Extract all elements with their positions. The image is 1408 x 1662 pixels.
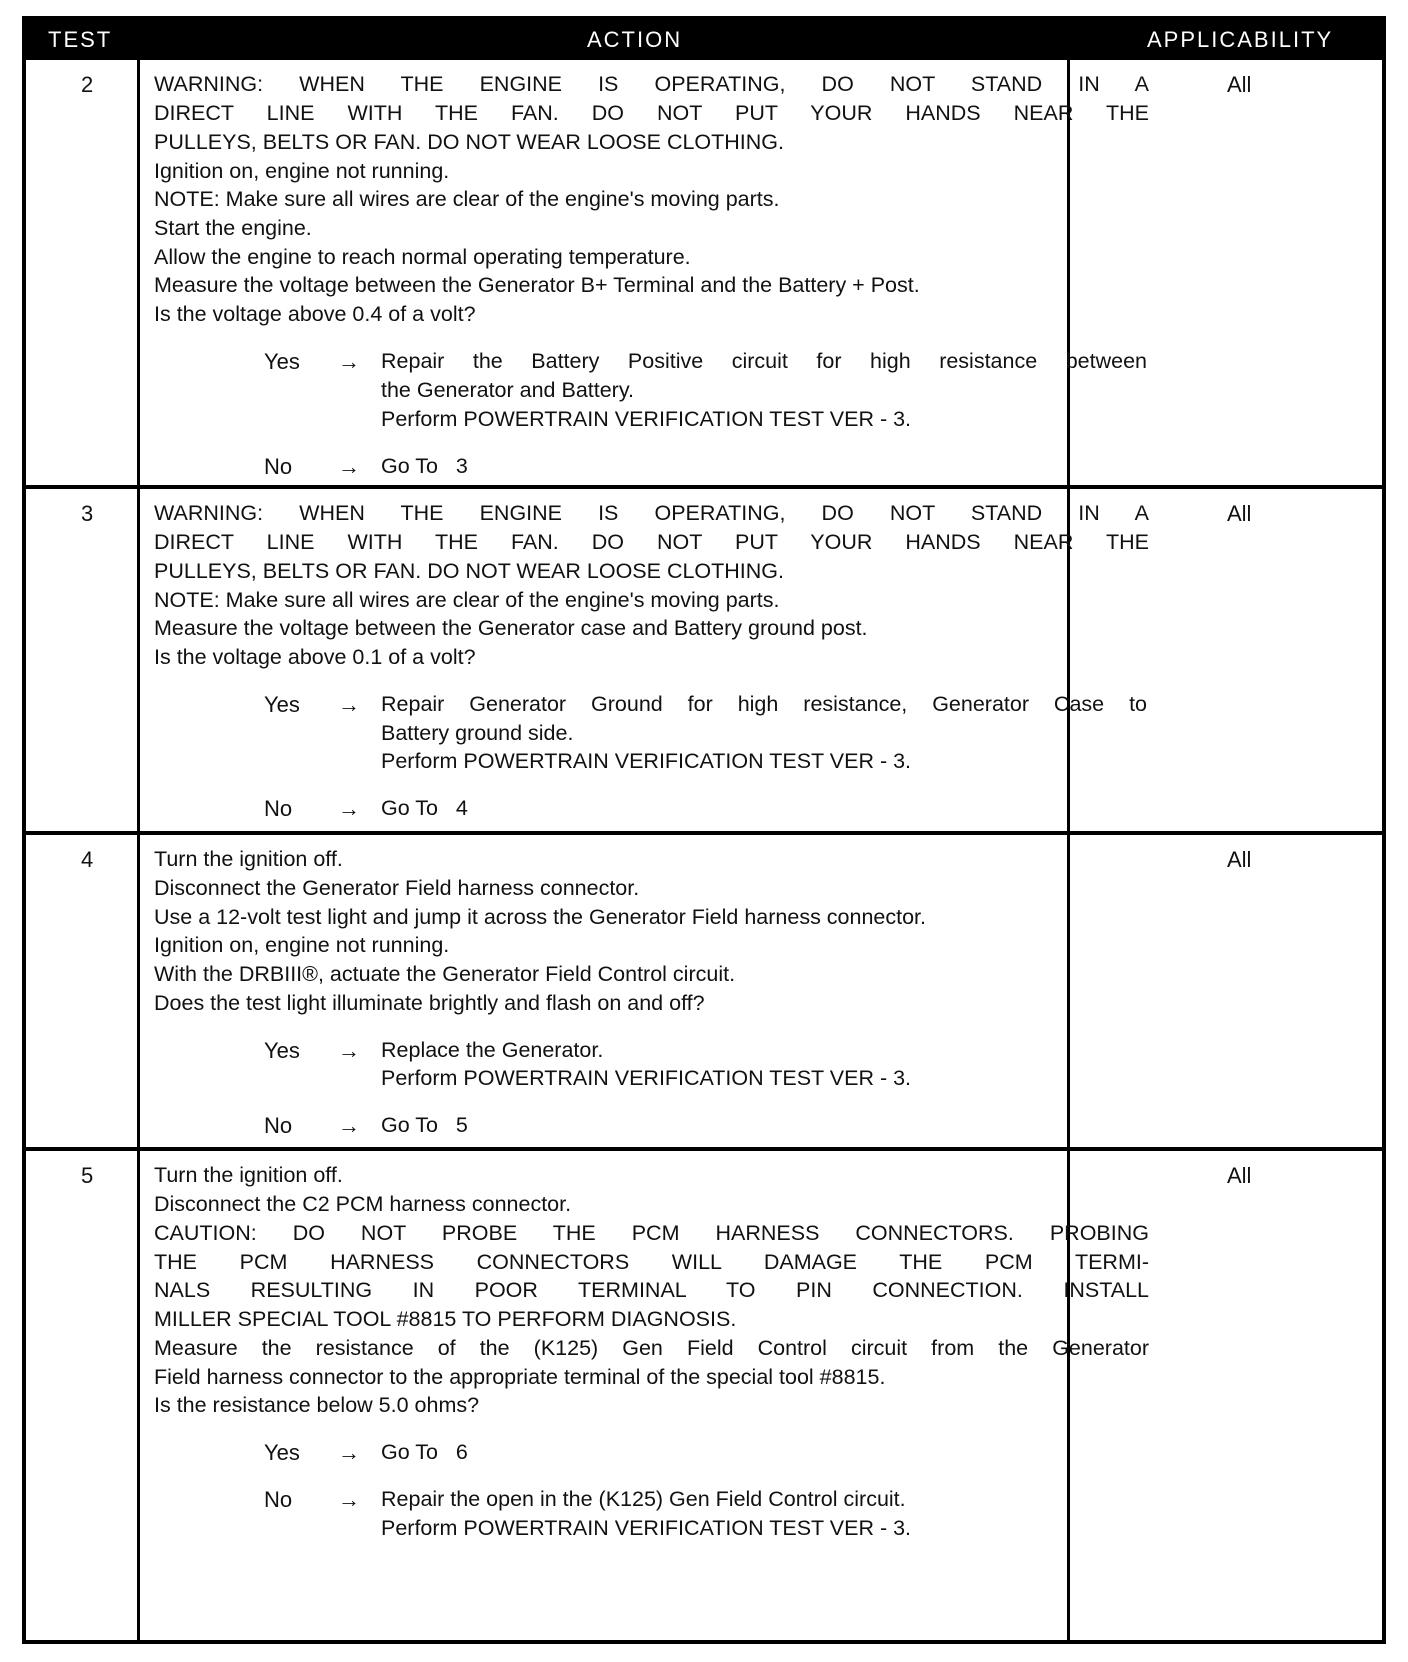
arrow-icon: → bbox=[338, 1440, 360, 1465]
yes-label: Yes bbox=[264, 349, 300, 374]
no-result-line: Repair the open in the (K125) Gen Field Control circuit. bbox=[381, 1487, 906, 1511]
yes-result-line: Repair Generator Ground for high resistance, Generator Case to bbox=[381, 692, 1147, 716]
arrow-icon: → bbox=[338, 1038, 360, 1063]
action-line: DIRECT LINE WITH THE FAN. DO NOT PUT YOUR HANDS NEAR THE bbox=[154, 101, 1149, 125]
no-result-line: Go To 5 bbox=[381, 1113, 468, 1137]
action-line: Start the engine. bbox=[154, 216, 312, 240]
action-line: Use a 12-volt test light and jump it across the Generator Field harness connector. bbox=[154, 905, 927, 929]
action-line: Disconnect the Generator Field harness connector. bbox=[154, 876, 640, 900]
action-line: CAUTION: DO NOT PROBE THE PCM HARNESS CONNECTORS. PROBING bbox=[154, 1221, 1149, 1245]
action-line: Turn the ignition off. bbox=[154, 1163, 343, 1187]
row-divider bbox=[26, 1147, 1382, 1151]
action-line: Is the voltage above 0.4 of a volt? bbox=[154, 302, 476, 326]
action-line: MILLER SPECIAL TOOL #8815 TO PERFORM DIAGNOSIS. bbox=[154, 1307, 737, 1331]
yes-label: Yes bbox=[264, 1440, 300, 1465]
yes-result-line: Repair the Battery Positive circuit for high resistance between bbox=[381, 349, 1147, 373]
action-line: Field harness connector to the appropriate terminal of the special tool #8815. bbox=[154, 1365, 886, 1389]
action-line: Does the test light illuminate brightly and flash on and off? bbox=[154, 991, 705, 1015]
applicability-value: All bbox=[1227, 501, 1252, 526]
yes-result-line: Perform POWERTRAIN VERIFICATION TEST VER - 3. bbox=[381, 407, 912, 431]
arrow-icon: → bbox=[338, 692, 360, 717]
arrow-icon: → bbox=[338, 1113, 360, 1138]
yes-result-line: Go To 6 bbox=[381, 1440, 468, 1464]
no-label: No bbox=[264, 1113, 293, 1138]
action-line: Measure the voltage between the Generator B+ Terminal and the Battery + Post. bbox=[154, 273, 920, 297]
row-divider bbox=[26, 485, 1382, 489]
yes-result-line: the Generator and Battery. bbox=[381, 378, 634, 402]
yes-label: Yes bbox=[264, 1038, 300, 1063]
applicability-value: All bbox=[1227, 847, 1252, 872]
action-line: NOTE: Make sure all wires are clear of the engine's moving parts. bbox=[154, 187, 780, 211]
action-line: Disconnect the C2 PCM harness connector. bbox=[154, 1192, 572, 1216]
action-line: Ignition on, engine not running. bbox=[154, 159, 450, 183]
test-number: 2 bbox=[81, 72, 94, 97]
action-line: Ignition on, engine not running. bbox=[154, 933, 450, 957]
arrow-icon: → bbox=[338, 1487, 360, 1512]
column-divider-test bbox=[137, 60, 140, 1640]
yes-label: Yes bbox=[264, 692, 300, 717]
header-action: ACTION bbox=[587, 27, 683, 52]
action-line: Is the voltage above 0.1 of a volt? bbox=[154, 645, 476, 669]
arrow-icon: → bbox=[338, 349, 360, 374]
column-divider-applicability bbox=[1067, 60, 1070, 1640]
action-line: NOTE: Make sure all wires are clear of the engine's moving parts. bbox=[154, 588, 780, 612]
yes-result-line: Perform POWERTRAIN VERIFICATION TEST VER - 3. bbox=[381, 1066, 912, 1090]
arrow-icon: → bbox=[338, 454, 360, 479]
action-line: Measure the resistance of the (K125) Gen Field Control circuit from the Generator bbox=[154, 1336, 1149, 1360]
action-line: PULLEYS, BELTS OR FAN. DO NOT WEAR LOOSE CLOTHING. bbox=[154, 130, 785, 154]
action-line: Measure the voltage between the Generator case and Battery ground post. bbox=[154, 616, 868, 640]
test-number: 3 bbox=[81, 501, 94, 526]
row-divider bbox=[26, 831, 1382, 835]
test-number: 5 bbox=[81, 1163, 94, 1188]
no-result-line: Go To 3 bbox=[381, 454, 468, 478]
applicability-value: All bbox=[1227, 1163, 1252, 1188]
action-line: Allow the engine to reach normal operating temperature. bbox=[154, 245, 691, 269]
no-label: No bbox=[264, 796, 293, 821]
no-label: No bbox=[264, 1487, 293, 1512]
arrow-icon: → bbox=[338, 796, 360, 821]
action-line: WARNING: WHEN THE ENGINE IS OPERATING, DO NOT STAND IN A bbox=[154, 501, 1149, 525]
yes-result-line: Replace the Generator. bbox=[381, 1038, 604, 1062]
action-line: Is the resistance below 5.0 ohms? bbox=[154, 1393, 480, 1417]
action-line: DIRECT LINE WITH THE FAN. DO NOT PUT YOUR HANDS NEAR THE bbox=[154, 530, 1149, 554]
table-header bbox=[26, 20, 1382, 60]
no-result-line: Perform POWERTRAIN VERIFICATION TEST VER - 3. bbox=[381, 1516, 912, 1540]
no-result-line: Go To 4 bbox=[381, 796, 468, 820]
action-line: THE PCM HARNESS CONNECTORS WILL DAMAGE THE PCM TERMI- bbox=[154, 1250, 1149, 1274]
header-applicability: APPLICABILITY bbox=[1147, 27, 1334, 52]
action-line: NALS RESULTING IN POOR TERMINAL TO PIN CONNECTION. INSTALL bbox=[154, 1278, 1149, 1302]
no-label: No bbox=[264, 454, 293, 479]
action-line: With the DRBIII®, actuate the Generator Field Control circuit. bbox=[154, 962, 736, 986]
action-line: PULLEYS, BELTS OR FAN. DO NOT WEAR LOOSE CLOTHING. bbox=[154, 559, 785, 583]
applicability-value: All bbox=[1227, 72, 1252, 97]
action-line: WARNING: WHEN THE ENGINE IS OPERATING, DO NOT STAND IN A bbox=[154, 72, 1149, 96]
yes-result-line: Perform POWERTRAIN VERIFICATION TEST VER - 3. bbox=[381, 749, 912, 773]
test-number: 4 bbox=[81, 847, 94, 872]
diagnostic-test-table bbox=[22, 16, 1386, 1644]
yes-result-line: Battery ground side. bbox=[381, 721, 574, 745]
header-test: TEST bbox=[48, 27, 113, 52]
action-line: Turn the ignition off. bbox=[154, 847, 343, 871]
